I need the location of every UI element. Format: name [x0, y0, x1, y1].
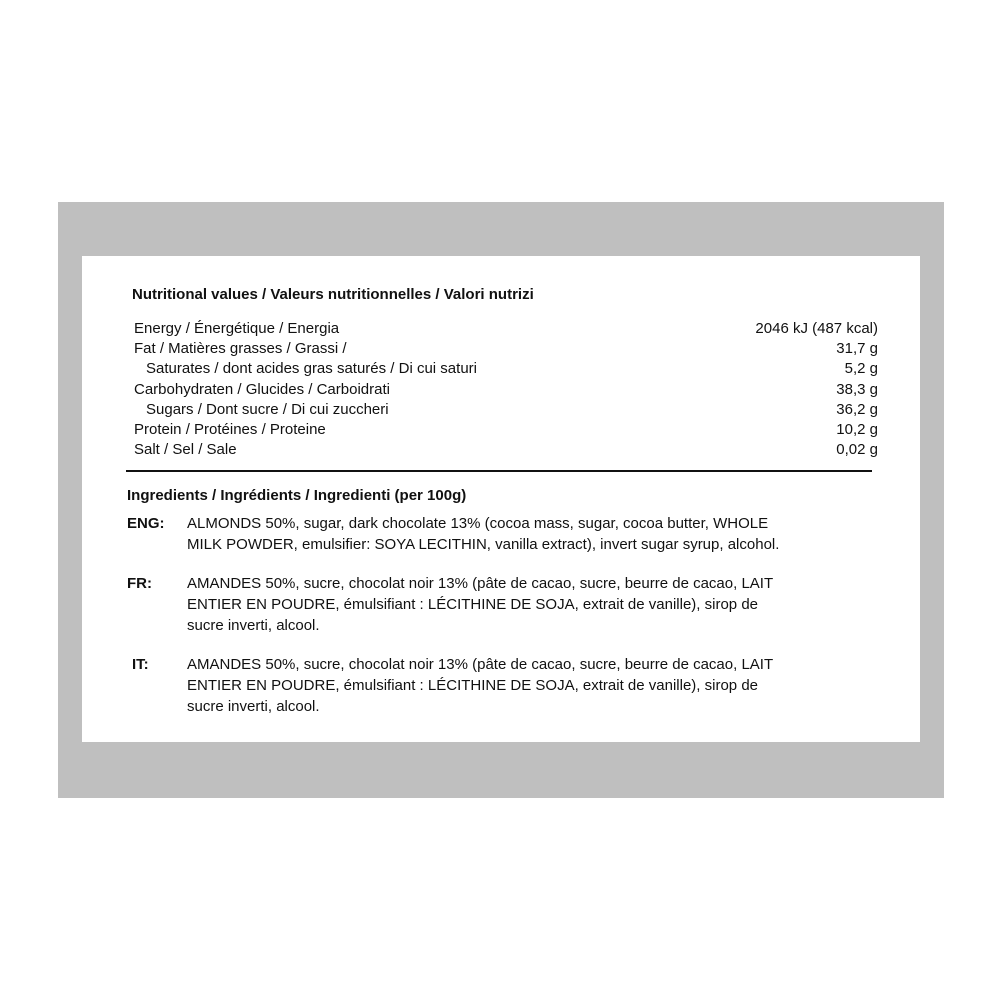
nutrient-value: 10,2 g: [836, 420, 878, 438]
nutrient-name: Carbohydraten / Glucides / Carboidrati: [134, 380, 390, 398]
nutrient-name: Saturates / dont acides gras saturés / Di cui saturi: [146, 360, 477, 378]
nutrient-value: 38,3 g: [836, 380, 878, 398]
nutrient-value: 5,2 g: [844, 360, 878, 378]
nutrient-name: Fat / Matières grasses / Grassi /: [134, 340, 347, 358]
nutrition-row-sugars: [134, 400, 878, 420]
section-divider: [126, 470, 872, 472]
nutrition-row-carbohydrates: [134, 380, 878, 400]
ingredients-line: ENTIER EN POUDRE, émulsifiant : LÉCITHINE DE SOJA, extrait de vanille), sirop de: [187, 677, 759, 694]
ingredients-line: sucre inverti, alcool.: [187, 617, 320, 634]
language-label: IT:: [132, 656, 149, 673]
language-label: ENG:: [127, 515, 165, 532]
nutrient-value: 0,02 g: [836, 441, 878, 459]
ingredients-line: AMANDES 50%, sucre, chocolat noir 13% (pâte de cacao, sucre, beurre de cacao, LAIT: [187, 656, 774, 673]
nutrient-name: Sugars / Dont sucre / Di cui zuccheri: [146, 400, 389, 418]
ingredients-line: ALMONDS 50%, sugar, dark chocolate 13% (cocoa mass, sugar, cocoa butter, WHOLE: [187, 515, 769, 532]
ingredients-text: [187, 654, 887, 717]
ingredients-line: sucre inverti, alcool.: [187, 698, 320, 715]
nutrition-title: Nutritional values / Valeurs nutritionnelles / Valori nutrizi: [132, 286, 534, 303]
nutrition-row-fat: [134, 339, 878, 359]
nutrient-name: Protein / Protéines / Proteine: [134, 420, 326, 438]
ingredients-line: ENTIER EN POUDRE, émulsifiant : LÉCITHINE DE SOJA, extrait de vanille), sirop de: [187, 596, 759, 613]
nutrient-name: Energy / Énergétique / Energia: [134, 320, 340, 337]
nutrition-row-protein: [134, 420, 878, 440]
nutrient-name: Salt / Sel / Sale: [134, 441, 237, 459]
ingredients-text: [187, 513, 887, 555]
nutrition-label: [82, 256, 920, 742]
language-label: FR:: [127, 575, 152, 592]
ingredients-line: AMANDES 50%, sucre, chocolat noir 13% (pâte de cacao, sucre, beurre de cacao, LAIT: [187, 575, 774, 592]
nutrition-row-salt: [134, 440, 878, 460]
ingredients-title: Ingredients / Ingrédients / Ingredienti (per 100g): [127, 487, 467, 504]
nutrient-value: 36,2 g: [836, 400, 878, 418]
nutrition-table: [134, 319, 878, 460]
nutrition-row-energy: [134, 319, 878, 339]
nutrition-row-saturates: [134, 359, 878, 379]
nutrient-value: 2046 kJ (487 kcal): [755, 320, 878, 337]
ingredients-line: MILK POWDER, emulsifier: SOYA LECITHIN, vanilla extract), invert sugar syrup, alcohol.: [187, 536, 780, 553]
nutrient-value: 31,7 g: [836, 340, 878, 358]
ingredients-text: [187, 573, 887, 636]
